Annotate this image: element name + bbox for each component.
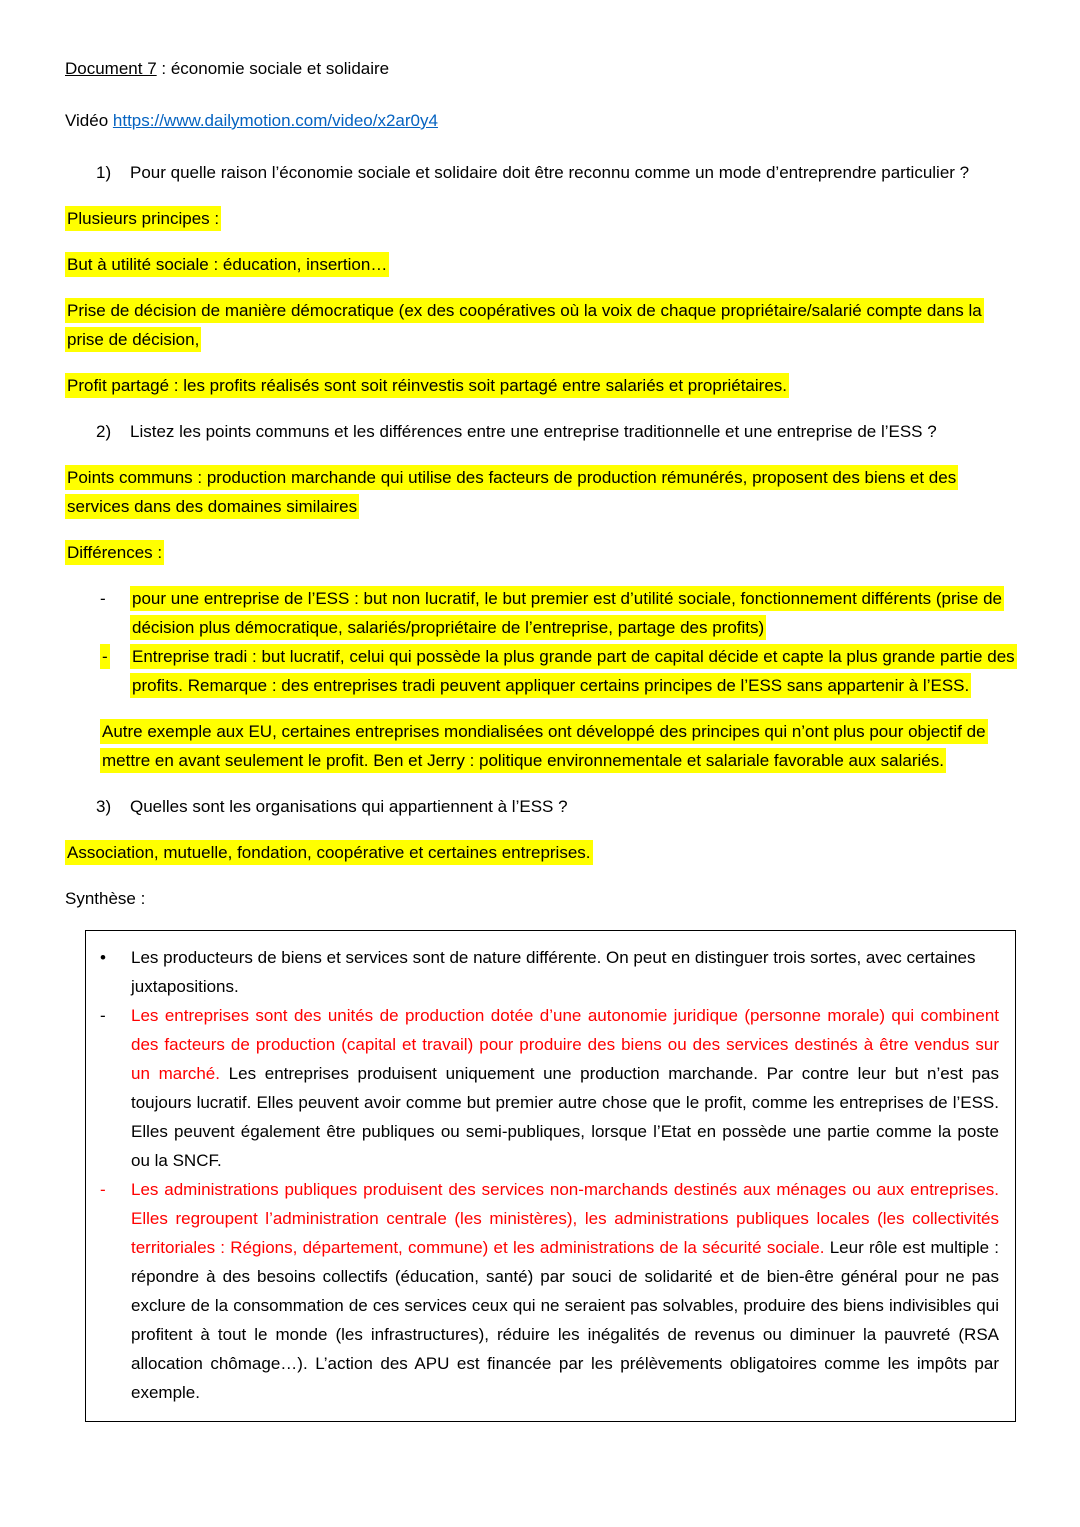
question-1-text: Pour quelle raison l’économie sociale et solidaire doit être reconnu comme un mode d’entreprendre particulier ?: [130, 163, 970, 182]
difference-item-ess: [65, 584, 1016, 642]
answer-common-points-text: Points communs : production marchande qui utilise des facteurs de production rémunérés, proposent des biens et des services dans des domaines similaires: [65, 465, 958, 519]
question-3: [65, 792, 1016, 821]
answer-common-points: [65, 463, 1016, 521]
document-title-label: Document 7: [65, 59, 157, 78]
answer-democratic-decision-text: Prise de décision de manière démocratique (ex des coopératives où la voix de chaque propriétaire/salarié compte dans la prise de décision,: [65, 298, 984, 352]
answer-principles-intro: [65, 204, 1016, 233]
question-2-number: 2): [96, 422, 112, 441]
difference-ess-text: pour une entreprise de l’ESS : but non lucratif, le but premier est d’utilité sociale, fonctionnement différents (prise de décision plus démocratique, salariés/propriétaire de l’entreprise, partage des profits): [130, 586, 1004, 640]
dash-marker-wrap: [100, 642, 130, 671]
document-title-subject: : économie sociale et solidaire: [156, 59, 390, 78]
dash-marker: -: [100, 1006, 106, 1025]
synthesis-box: [85, 930, 1016, 1422]
answer-shared-profit: [65, 371, 1016, 400]
answer-shared-profit-text: Profit partagé : les profits réalisés sont soit réinvestis soit partagé entre salariés et propriétaires.: [65, 373, 789, 398]
difference-tradi-text: Entreprise tradi : but lucratif, celui qui possède la plus grande part de capital décide et capte la plus grande partie des profits. Remarque : des entreprises tradi peuvent appliquer certains principes de l’ESS sans appartenir à l’ESS.: [130, 644, 1017, 698]
dash-marker: -: [100, 1180, 106, 1199]
answer-example-us-text: Autre exemple aux EU, certaines entreprises mondialisées ont développé des principes qui n’ont plus pour objectif de mettre en avant seulement le profit. Ben et Jerry : politique environnementale et salariale favorable aux salariés.: [100, 719, 988, 773]
synthesis-label: Synthèse :: [65, 889, 146, 908]
question-2: [65, 417, 1016, 446]
answer-organisations: [65, 838, 1016, 867]
synthesis-item-administrations: [100, 1175, 999, 1407]
answer-social-utility: [65, 250, 1016, 279]
synthesis-entreprises-definition: Les entreprises sont des unités de production dotée d’une autonomie juridique (personne morale) qui combinent des facteurs de production (capital et travail) pour produire des biens ou des services destinés à être vendus sur un marché.: [131, 1006, 999, 1083]
answer-democratic-decision: [65, 296, 1016, 354]
difference-item-tradi: [65, 642, 1016, 700]
answer-social-utility-text: But à utilité sociale : éducation, insertion…: [65, 252, 389, 277]
answer-differences-label: [65, 538, 1016, 567]
document-title: [65, 54, 1016, 83]
synthesis-item-entreprises: [100, 1001, 999, 1175]
answer-example-us: [65, 717, 1016, 775]
question-1: [65, 158, 1016, 187]
question-3-number: 3): [96, 797, 112, 816]
question-2-text: Listez les points communs et les différences entre une entreprise traditionnelle et une entreprise de l’ESS ?: [130, 422, 937, 441]
answer-organisations-text: Association, mutuelle, fondation, coopérative et certaines entreprises.: [65, 840, 593, 865]
answer-principles-intro-text: Plusieurs principes :: [65, 206, 221, 231]
synthesis-item-producers: [100, 943, 999, 1001]
synthesis-entreprises-detail: Les entreprises produisent uniquement une production marchande. Par contre leur but n’est pas toujours lucratif. Elles peuvent avoir comme but premier autre chose que le profit, comme les entreprises de l’ESS. Elles peuvent également être publiques ou semi-publiques, lorsque l’Etat en possède une partie comme la poste ou la SNCF.: [131, 1064, 999, 1170]
synthesis-administrations-detail: Leur rôle est multiple : répondre à des besoins collectifs (éducation, santé) par souci de solidarité et de bien-être général pour ne pas exclure de la consommation de ces services ceux qui ne seraient pas solvables, produire des biens indivisibles qui profitent à tout le monde (les infrastructures), réduire les inégalités de revenus ou diminuer la pauvreté (RSA allocation chômage…). L’action des APU est financée par les prélèvements obligatoires comme les impôts par exemple.: [131, 1238, 1000, 1402]
synthesis-entreprises-text: [131, 1001, 999, 1175]
dash-marker: -: [100, 589, 106, 608]
difference-tradi: [130, 642, 1016, 700]
answer-differences-label-text: Différences :: [65, 540, 164, 565]
question-3-text: Quelles sont les organisations qui appartiennent à l’ESS ?: [130, 797, 568, 816]
video-line: [65, 106, 1016, 135]
dash-marker: -: [100, 644, 110, 669]
question-1-number: 1): [96, 163, 112, 182]
synthesis-producers-text: Les producteurs de biens et services sont de nature différente. On peut en distinguer trois sortes, avec certaines juxtapositions.: [131, 948, 976, 996]
video-label: Vidéo: [65, 111, 113, 130]
synthesis-administrations-definition: Les administrations publiques produisent des services non-marchands destinés aux ménages ou aux entreprises. Elles regroupent l’administration centrale (les ministères), les administrations publiques locales (les collectivités territoriales : Régions, département, commune) et les administrations de la sécurité sociale.: [131, 1180, 999, 1257]
difference-ess: [130, 584, 1016, 642]
synthesis-administrations-text: [131, 1175, 999, 1407]
video-link[interactable]: https://www.dailymotion.com/video/x2ar0y4: [112, 111, 438, 130]
bullet-marker: •: [100, 948, 106, 967]
